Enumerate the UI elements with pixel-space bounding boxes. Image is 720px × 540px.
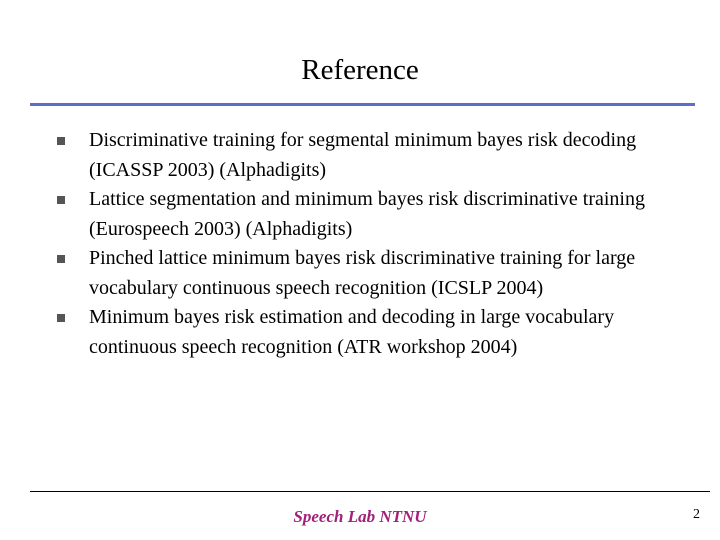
square-bullet-icon [57, 137, 65, 145]
square-bullet-icon [57, 255, 65, 263]
reference-text: Discriminative training for segmental minimum bayes risk decoding (ICASSP 2003) (Alphadigits) [89, 129, 637, 181]
title-divider [30, 103, 695, 106]
reference-text: Pinched lattice minimum bayes risk discriminative training for large vocabulary continuous speech recognition (ICSLP 2004) [89, 247, 636, 299]
page-number: 2 [693, 507, 700, 522]
square-bullet-icon [57, 314, 65, 322]
reference-text: Lattice segmentation and minimum bayes risk discriminative training (Eurospeech 2003) (Alphadigits) [89, 188, 645, 240]
reference-item [56, 185, 686, 244]
reference-item [56, 244, 686, 303]
footer-divider [30, 491, 710, 492]
slide-title: Reference [301, 54, 419, 86]
reference-item [56, 303, 686, 362]
square-bullet-icon [57, 196, 65, 204]
footer-lab-name: Speech Lab NTNU [293, 507, 427, 526]
reference-list [56, 126, 686, 362]
reference-text: Minimum bayes risk estimation and decoding in large vocabulary continuous speech recognition (ATR workshop 2004) [89, 306, 615, 358]
reference-item [56, 126, 686, 185]
